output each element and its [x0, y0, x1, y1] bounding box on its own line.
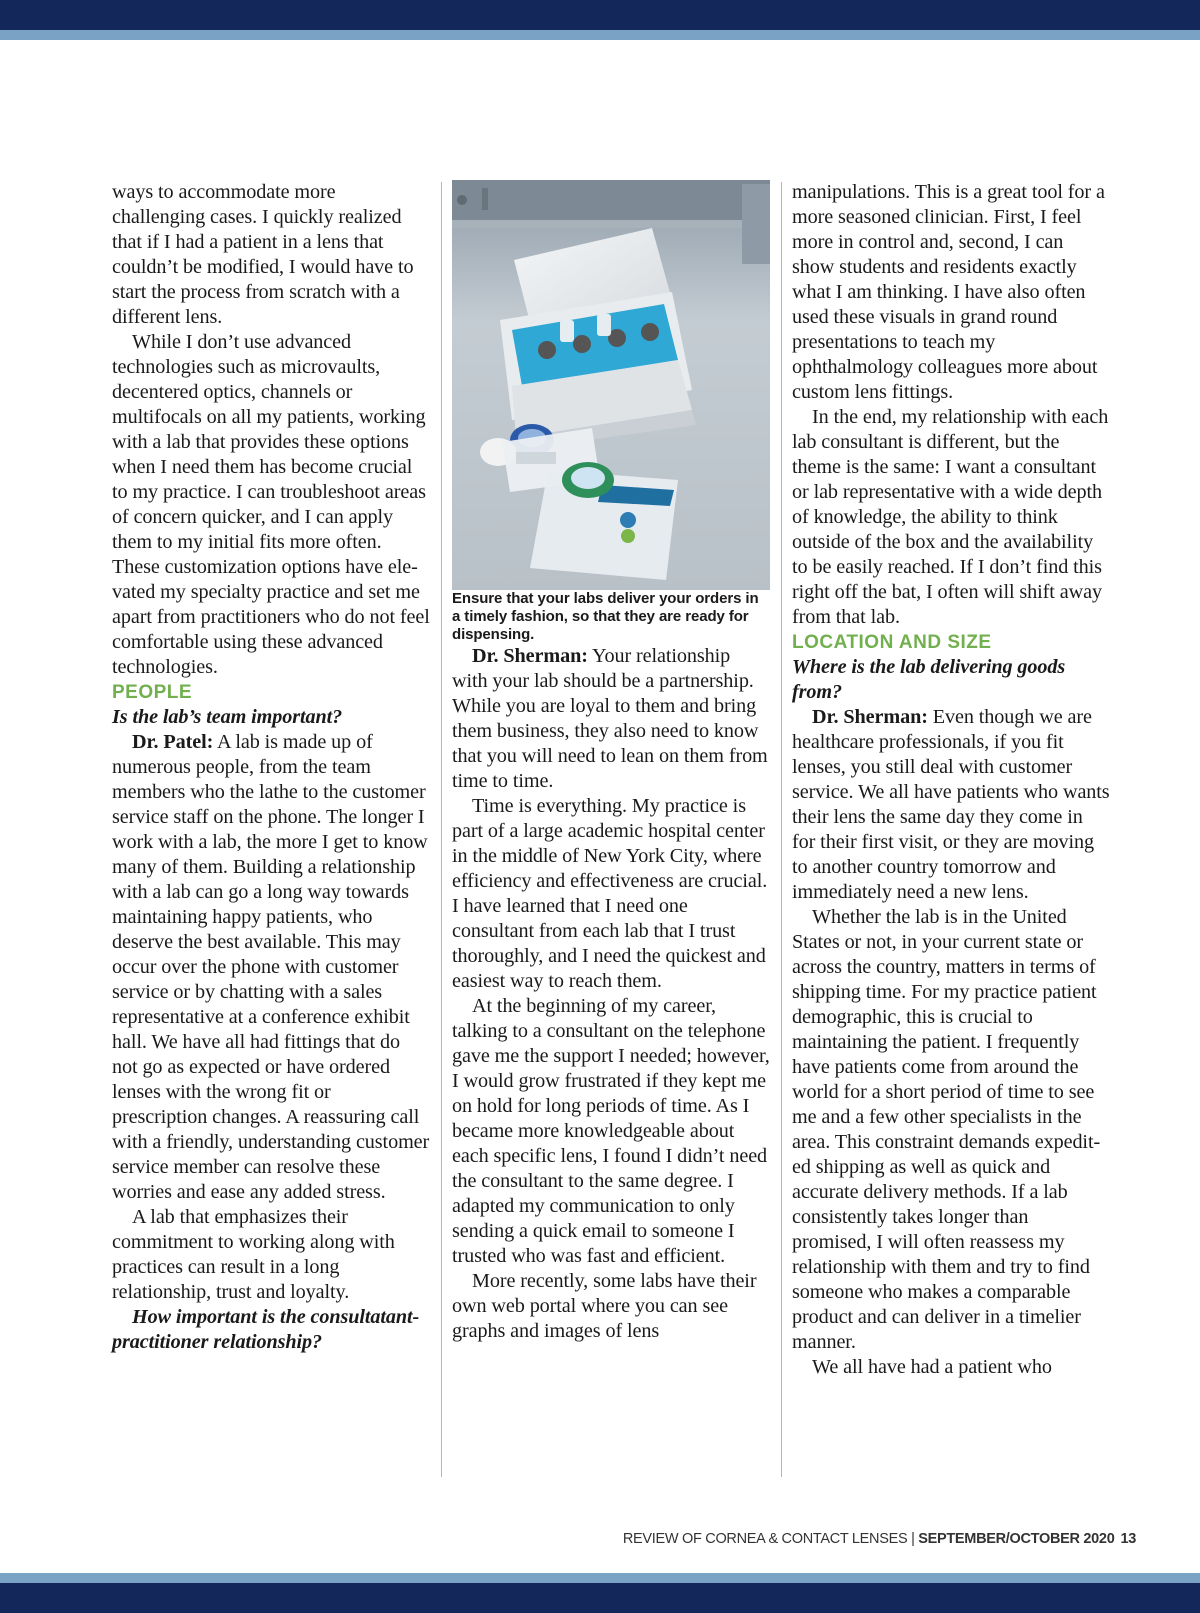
paragraph: More recently, some labs have their own web portal where you can see graphs and images of lens	[452, 1270, 757, 1342]
top-banner-stripe	[0, 30, 1200, 40]
paragraph: A lab that emphasizes their commitment to working along with practices can result in a long relationship, trust and loyalty.	[112, 1206, 395, 1303]
photo-caption: Ensure that your labs deliver your orders in a timely fashion, so that they are ready for dispensing.	[452, 590, 759, 643]
paragraph: manipulations. This is a great tool for a more seasoned clinician. First, I feel more in control and, second, I can show students and residents exactly what I am thinking. I have also often used these visuals in grand round presentations to teach my ophthalmology colleagues more about custom lens fittings.	[792, 181, 1105, 403]
paragraph-text: A lab is made up of numerous people, from the team members who the lathe to the customer service staff on the phone. The longer I work with a lab, the more I get to know many of them. Building a relationship with a lab can go a long way towards maintaining happy patients, who deserve the best available. This may occur over the phone with customer service or by chatting with a sales representative at a conference exhibit hall. We have all had fittings that do not go as expected or have ordered lenses with the wrong fit or prescription changes. A reassuring call with a friendly, understanding customer service member can resolve these worries and ease any added stress.	[112, 731, 430, 1203]
top-banner	[0, 0, 1200, 30]
column-right	[792, 180, 1110, 1380]
bottom-banner	[0, 1583, 1200, 1613]
publication-name: REVIEW OF CORNEA & CONTACT LENSES |	[622, 1531, 919, 1547]
question-heading: How important is the consultatant-practitioner relationship?	[112, 1306, 420, 1353]
paragraph: We all have had a patient who	[812, 1356, 1052, 1378]
contact-lens-kit-photo	[452, 180, 770, 590]
column-divider	[781, 182, 782, 1477]
question-heading: Is the lab’s team important?	[112, 706, 343, 728]
paragraph-text: Your relationship with your lab should be a partnership. While you are loyal to them and bring them business, they also need to know that you will need to lean on them from time to time.	[452, 645, 768, 792]
paragraph: ways to accommodate more challenging cases. I quickly realized that if I had a patient in a lens that couldn’t be modified, I would have to start the process from scratch with a different lens.	[112, 181, 414, 328]
photo-illustration	[452, 180, 770, 590]
page-number: 13	[1120, 1531, 1136, 1547]
speaker-name: Dr. Patel:	[132, 731, 214, 753]
column-left	[112, 180, 430, 1355]
page-footer	[623, 1531, 1136, 1547]
question-heading: Where is the lab delivering goods from?	[792, 656, 1066, 703]
paragraph: At the beginning of my career, talking to a consultant on the telephone gave me the support I needed; however, I would grow frustrated if they kept me on hold for long periods of time. As I became more knowledgeable about each specific lens, I found I didn’t need the consultant to the same degree. I adapted my communication to only sending a quick email to someone I trusted who was fast and efficient.	[452, 995, 770, 1267]
paragraph	[452, 644, 770, 794]
paragraph: Whether the lab is in the United States or not, in your current state or across the country, matters in terms of shipping time. For my practice patient demographic, this is crucial to maintaining the patient. I frequently have patients come from around the world for a short period of time to see me and a few other specialists in the area. This constraint demands expedited shipping as well as quick and accurate delivery methods. If a lab consistently takes longer than promised, I will often reassess my relationship with them and try to find someone who makes a comparable product and can deliver in a timelier manner.	[792, 906, 1101, 1353]
bottom-banner-stripe	[0, 1573, 1200, 1583]
speaker-name: Dr. Sherman:	[472, 645, 588, 667]
paragraph	[112, 730, 430, 1205]
paragraph: Time is everything. My practice is part of a large academic hospital center in the middle of New York City, where efficiency and effectiveness are crucial. I have learned that I need one consultant from each lab that I trust thoroughly, and I need the quickest and easiest way to reach them.	[452, 795, 768, 992]
paragraph	[792, 705, 1110, 905]
column-divider	[441, 182, 442, 1477]
paragraph-text: Even though we are healthcare professionals, if you fit lenses, you still deal with customer service. We all have patients who wants their lens the same day they come in for their first visit, or they are moving to another country tomorrow and immediately need a new lens.	[792, 706, 1110, 903]
speaker-name: Dr. Sherman:	[812, 706, 928, 728]
column-middle	[452, 180, 770, 1344]
paragraph: While I don’t use advanced technologies such as microvaults, decentered optics, channels or multifocals on all my patients, working with a lab that provides these options when I need them has become crucial to my practice. I can troubleshoot areas of concern quicker, and I can apply them to my initial fits more often. These customization options have elevated my specialty practice and set me apart from practitioners who do not feel comfortable using these advanced technologies.	[112, 331, 430, 678]
issue-date: SEPTEMBER/OCTOBER 2020	[918, 1531, 1115, 1547]
paragraph: In the end, my relationship with each lab consultant is different, but the theme is the same: I want a consultant or lab representative with a wide depth of knowledge, the ability to think outside of the box and the availability to be easily reached. If I don’t find this right off the bat, I often will shift away from that lab.	[792, 406, 1109, 628]
section-heading-location-and-size: LOCATION AND SIZE	[792, 632, 992, 653]
section-heading-people: PEOPLE	[112, 682, 193, 703]
